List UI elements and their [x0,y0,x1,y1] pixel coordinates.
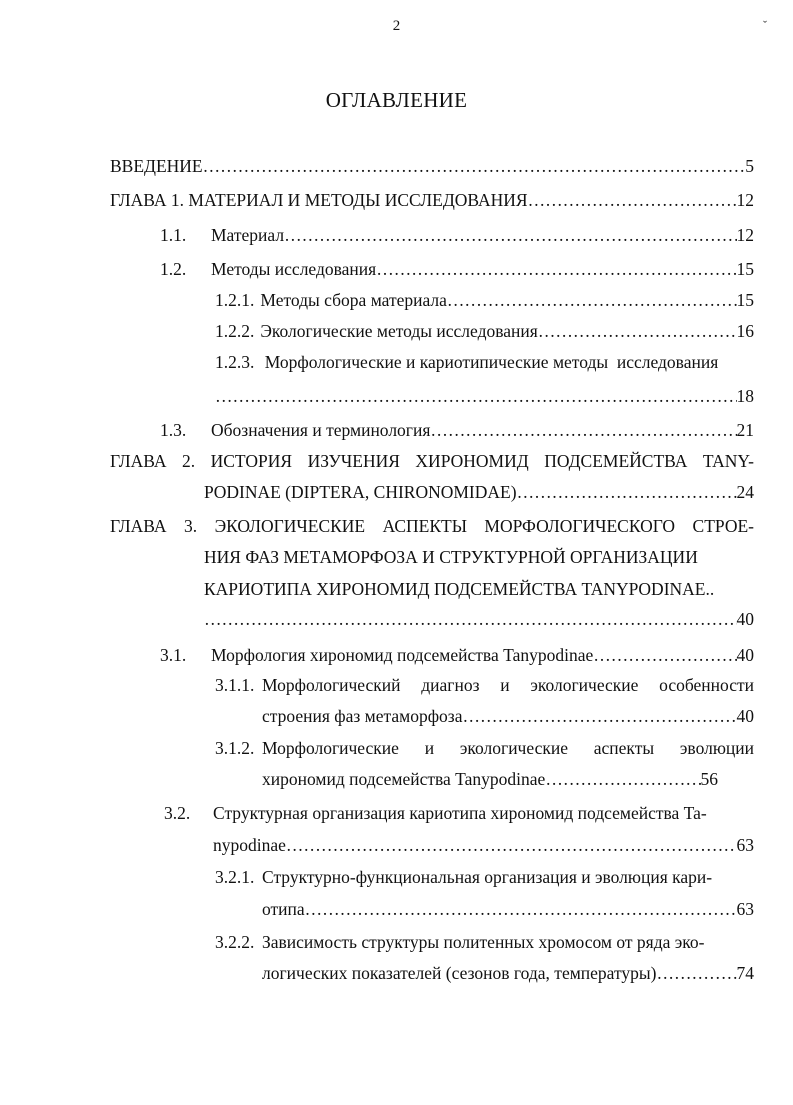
dot-leader [517,481,737,503]
toc-word: 2. [182,451,196,471]
toc-entry-1-1[interactable] [211,224,754,246]
dot-leader [657,962,737,984]
toc-entry-3-2-2[interactable]: Зависимость структуры политенных хромосом от ряда эко- [262,932,705,952]
toc-page-number: 56 [700,769,718,789]
dot-leader [538,320,737,342]
toc-word: 3. [183,516,198,536]
toc-entry-3-2-1[interactable]: Структурно-функциональная организация и эволюция кари- [262,867,713,887]
toc-entry-1-2-2[interactable] [215,320,754,342]
toc-section-number: 1.2.1. [215,290,255,310]
dot-leader [215,385,737,407]
toc-entry-intro[interactable] [110,155,754,177]
toc-entry-3-1-2[interactable] [262,737,754,759]
toc-entry-chapter-2-cont[interactable] [204,481,754,503]
dot-leader [545,768,700,790]
toc-word: экологические [459,738,568,758]
toc-entry-3-1-2-cont[interactable] [262,768,718,790]
toc-word: и [424,738,435,758]
toc-entry-1-2-3-leader [215,385,754,407]
toc-entry-chapter-2[interactable] [110,450,754,472]
toc-section-number: 1.2. [160,259,187,279]
dot-leader [286,834,737,856]
toc-section-number: 1.1. [160,225,187,245]
toc-entry-text: PODINAE (DIPTERA, CHIRONOMIDAE) [204,482,517,502]
toc-entry-text: Морфология хирономид подсемейства Tanypodinae [211,645,594,665]
toc-entry-chapter-1[interactable] [110,189,754,211]
toc-word: Морфологический [262,675,401,695]
toc-word: ИСТОРИЯ [210,451,293,471]
toc-entry-text: Морфологические и кариотипические методы исследования [264,352,719,372]
page-number: 2 [392,18,401,34]
toc-word: экологические [530,675,639,695]
toc-entry-3-1[interactable] [211,644,754,666]
toc-page-number: 24 [736,482,754,502]
toc-entry-text: НИЯ ФАЗ МЕТАМОРФОЗА И СТРУКТУРНОЙ ОРГАНИЗАЦИИ [204,547,698,567]
toc-word: АСПЕКТЫ [382,516,467,536]
page-title: ОГЛАВЛЕНИЕ [325,88,468,112]
toc-word: ГЛАВА [110,516,167,536]
toc-page-number: 15 [736,259,754,279]
toc-section-number: 3.2. [164,803,191,823]
toc-section-number: 1.2.3. [215,352,255,372]
dot-leader [593,644,736,666]
toc-entry-text: отипа [262,899,305,919]
toc-entry-text: строения фаз метаморфоза [262,706,463,726]
toc-page-number: 16 [736,321,754,341]
toc-entry-1-2-1[interactable] [215,289,754,311]
toc-entry-1-3[interactable] [211,419,754,441]
toc-entry-1-2[interactable] [211,258,754,280]
toc-entry-text: Методы сбора материала [260,290,447,310]
toc-page-number: 63 [736,899,754,919]
dot-leader [447,289,737,311]
toc-page-number: 40 [736,645,754,665]
toc-page-number: 40 [736,609,754,629]
toc-page-number: 18 [736,386,754,406]
toc-word: Морфологические [262,738,399,758]
toc-page-number: 12 [736,190,754,210]
toc-word: особенности [659,675,754,695]
toc-page-number: 12 [736,225,754,245]
toc-entry-text: Экологические методы исследования [260,321,538,341]
toc-word: ИЗУЧЕНИЯ [307,451,400,471]
toc-section-number: 3.1. [160,645,187,665]
toc-entry-3-1-1[interactable] [262,674,754,696]
toc-word: ЭКОЛОГИЧЕСКИЕ [214,516,366,536]
toc-word: ПОДСЕМЕЙСТВА [544,451,688,471]
toc-entry-text: Обозначения и терминология [211,420,431,440]
toc-word: и [500,675,510,695]
dot-leader [305,898,737,920]
toc-entry-text: Методы исследования [211,259,377,279]
dot-leader [376,258,736,280]
corner-mark: ˇ [763,18,767,32]
toc-entry-chapter-3[interactable] [110,515,754,537]
dot-leader [204,608,737,630]
toc-word: аспекты [593,738,655,758]
toc-word: TANY- [702,451,754,471]
toc-entry-text: логических показателей (сезонов года, температуры) [262,963,657,983]
toc-page-number: 74 [736,963,754,983]
toc-section-number: 1.3. [160,420,187,440]
toc-page-number: 5 [745,156,754,176]
dot-leader [528,189,737,211]
toc-entry-3-2-cont[interactable] [213,834,754,856]
dot-leader [203,155,746,177]
toc-page-number: 21 [736,420,754,440]
toc-entry-text: хирономид подсемейства Tanypodinae [262,769,546,789]
toc-section-number: 3.1.2. [215,738,255,758]
toc-entry-3-1-1-cont[interactable] [262,705,754,727]
dot-leader [430,419,736,441]
toc-page-number: 63 [736,835,754,855]
toc-entry-chapter-3-leader [204,608,754,630]
dot-leader [284,224,736,246]
toc-word: эволюции [679,738,754,758]
toc-entry-text: nypodinae [213,835,286,855]
toc-section-number: 3.2.1. [215,867,255,887]
toc-section-number: 3.1.1. [215,675,255,695]
toc-entry-3-2-1-cont[interactable] [262,898,754,920]
toc-word: ГЛАВА [110,451,167,471]
toc-entry-3-2-2-cont[interactable] [262,962,754,984]
dot-leader [462,705,736,727]
toc-word: ХИРОНОМИД [415,451,529,471]
toc-entry-text: ВВЕДЕНИЕ [110,156,203,176]
toc-section-number: 3.2.2. [215,932,255,952]
toc-section-number: 1.2.2. [215,321,255,341]
toc-entry-text: ГЛАВА 1. МАТЕРИАЛ И МЕТОДЫ ИССЛЕДОВАНИЯ [110,190,528,210]
toc-page-number: 15 [736,290,754,310]
toc-entry-3-2[interactable]: Структурная организация кариотипа хирономид подсемейства Ta- [213,803,707,823]
toc-word: СТРОЕ- [692,516,754,536]
toc-entry-1-2-3[interactable] [215,351,718,373]
toc-word: МОРФОЛОГИЧЕСКОГО [484,516,676,536]
toc-page-number: 40 [736,706,754,726]
toc-entry-text: КАРИОТИПА ХИРОНОМИД ПОДСЕМЕЙСТВА TANYPODINAE.. [204,579,715,599]
toc-entry-text: Материал [211,225,285,245]
toc-word: диагноз [421,675,480,695]
